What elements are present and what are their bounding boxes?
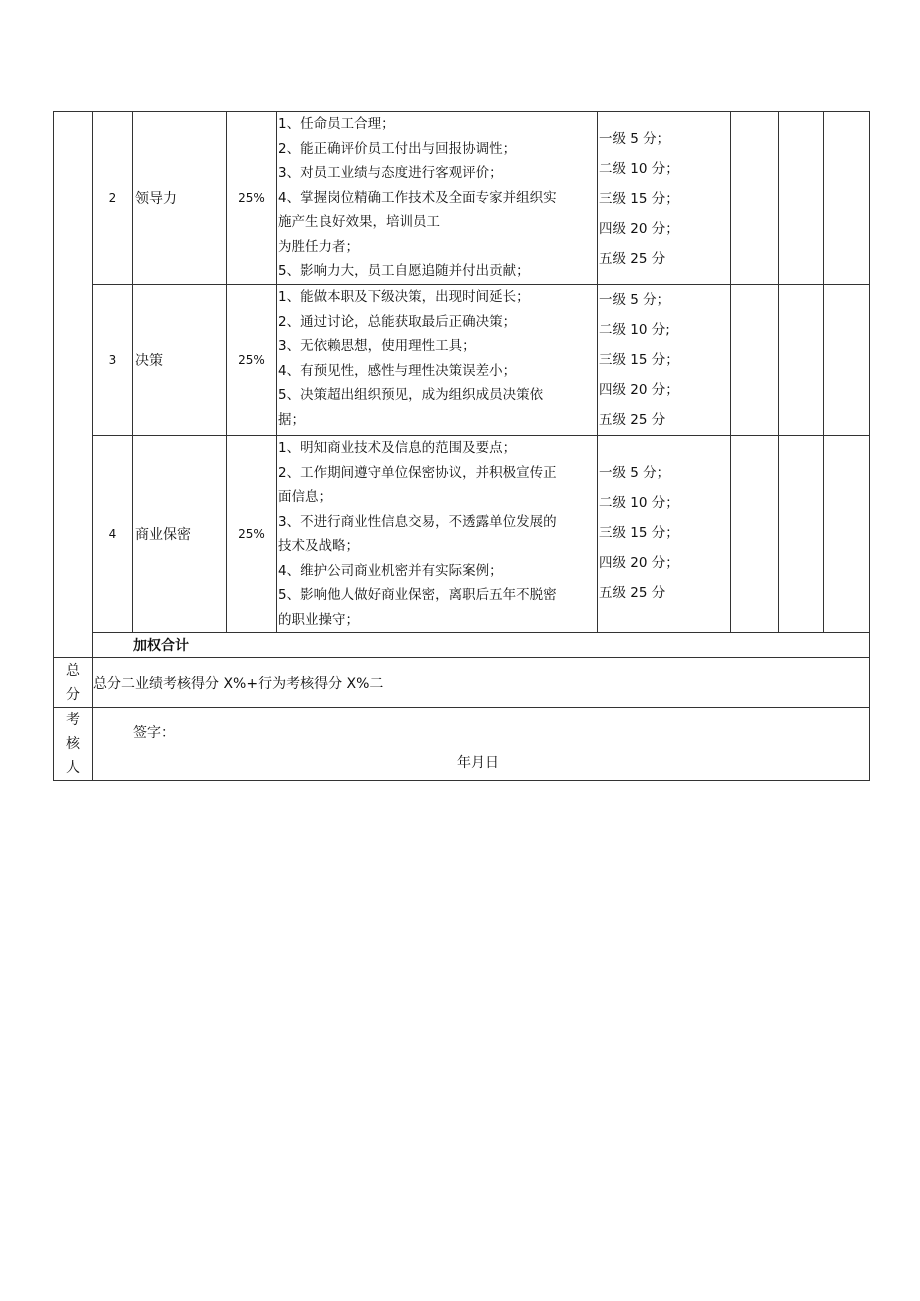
- criteria-line: 3、对员工业绩与态度进行客观评价；: [278, 165, 503, 181]
- criteria-line: 为胜任力者；: [278, 238, 359, 255]
- score-level: 三级 15 分；: [599, 525, 679, 541]
- score-level: 二级 10 分；: [599, 495, 679, 511]
- criteria-line: 技术及战略；: [278, 538, 359, 554]
- weighted-total-row: [54, 633, 870, 658]
- score-input-cell[interactable]: [824, 112, 870, 285]
- score-input-cell[interactable]: [779, 112, 824, 285]
- criteria-line: 1、能做本职及下级决策，出现时间延长；: [278, 289, 530, 305]
- criteria-line: 2、通过讨论，总能获取最后正确决策；: [278, 313, 517, 330]
- total-label-char: 总: [66, 662, 80, 679]
- item-number: 2: [93, 112, 133, 285]
- criteria-cell: [277, 112, 598, 285]
- item-name: 领导力: [133, 112, 227, 285]
- total-label-char: 分: [66, 686, 80, 703]
- criteria-line: 4、维护公司商业机密并有实际案例；: [278, 562, 503, 579]
- score-level: 四级 20 分；: [599, 555, 679, 571]
- criteria-line: 的职业操守；: [278, 611, 359, 628]
- item-name: 决策: [133, 285, 227, 436]
- score-level: 五级 25 分: [599, 251, 666, 267]
- score-level: 一级 5 分；: [599, 292, 671, 308]
- criteria-line: 据；: [278, 411, 305, 428]
- date-label: 年月日: [457, 755, 499, 771]
- table-row: [54, 436, 870, 633]
- score-input-cell[interactable]: [731, 436, 779, 633]
- score-level: 二级 10 分；: [599, 161, 679, 177]
- criteria-line: 5、影响力大，员工自愿追随并付出贡献；: [278, 263, 530, 279]
- score-input-cell[interactable]: [779, 285, 824, 436]
- item-number: 3: [93, 285, 133, 436]
- criteria-line: 4、有预见性，感性与理性决策误差小；: [278, 362, 517, 379]
- score-input-cell[interactable]: [731, 112, 779, 285]
- score-level: 五级 25 分: [599, 412, 666, 428]
- table-row: [54, 285, 870, 436]
- total-row: [54, 658, 870, 708]
- score-input-cell[interactable]: [824, 285, 870, 436]
- item-number: 4: [93, 436, 133, 633]
- criteria-line: 1、任命员工合理；: [278, 116, 395, 132]
- criteria-line: 5、影响他人做好商业保密，离职后五年不脱密: [278, 587, 557, 603]
- table-row: [54, 112, 870, 285]
- item-weight: 25%: [227, 436, 277, 633]
- evaluation-table: [53, 111, 870, 781]
- criteria-line: 5、决策超出组织预见，成为组织成员决策依: [278, 387, 544, 403]
- criteria-line: 2、能正确评价员工付出与回报协调性；: [278, 140, 517, 157]
- item-weight: 25%: [227, 285, 277, 436]
- reviewer-row: [54, 708, 870, 781]
- criteria-line: 4、掌握岗位精确工作技术及全面专家并组织实: [278, 189, 557, 206]
- reviewer-label-char: 核: [66, 736, 80, 752]
- score-levels-cell: [598, 436, 731, 633]
- criteria-line: 面信息；: [278, 489, 332, 505]
- score-level: 三级 15 分；: [599, 352, 679, 368]
- criteria-line: 1、明知商业技术及信息的范围及要点；: [278, 440, 517, 456]
- item-weight: 25%: [227, 112, 277, 285]
- score-level: 一级 5 分；: [599, 465, 671, 481]
- criteria-line: 2、工作期间遵守单位保密协议，并积极宣传正: [278, 464, 557, 481]
- criteria-cell: [277, 285, 598, 436]
- signature-cell[interactable]: [93, 708, 870, 781]
- item-name: 商业保密: [133, 436, 227, 633]
- score-level: 二级 10 分;: [599, 322, 670, 338]
- reviewer-label: [54, 708, 93, 781]
- reviewer-label-char: 考: [66, 712, 80, 728]
- total-formula: 总分二业绩考核得分 X%+行为考核得分 X%二: [93, 658, 870, 708]
- criteria-line: 3、不进行商业性信息交易，不透露单位发展的: [278, 513, 557, 530]
- criteria-cell: [277, 436, 598, 633]
- weighted-total-label: 加权合计: [93, 633, 870, 658]
- criteria-line: 3、无依赖思想，使用理性工具；: [278, 338, 476, 354]
- score-level: 三级 15 分；: [599, 191, 679, 207]
- criteria-line: 施产生良好效果，培训员工: [278, 214, 440, 230]
- category-cell: [54, 112, 93, 658]
- score-levels-cell: [598, 285, 731, 436]
- total-label: [54, 658, 93, 708]
- score-level: 五级 25 分: [599, 585, 666, 601]
- signature-label: 签字：: [133, 725, 175, 741]
- score-input-cell[interactable]: [731, 285, 779, 436]
- score-input-cell[interactable]: [779, 436, 824, 633]
- score-level: 四级 20 分；: [599, 221, 679, 237]
- score-level: 一级 5 分；: [599, 131, 671, 147]
- reviewer-label-char: 人: [66, 760, 80, 776]
- score-input-cell[interactable]: [824, 436, 870, 633]
- score-level: 四级 20 分；: [599, 382, 679, 398]
- score-levels-cell: [598, 112, 731, 285]
